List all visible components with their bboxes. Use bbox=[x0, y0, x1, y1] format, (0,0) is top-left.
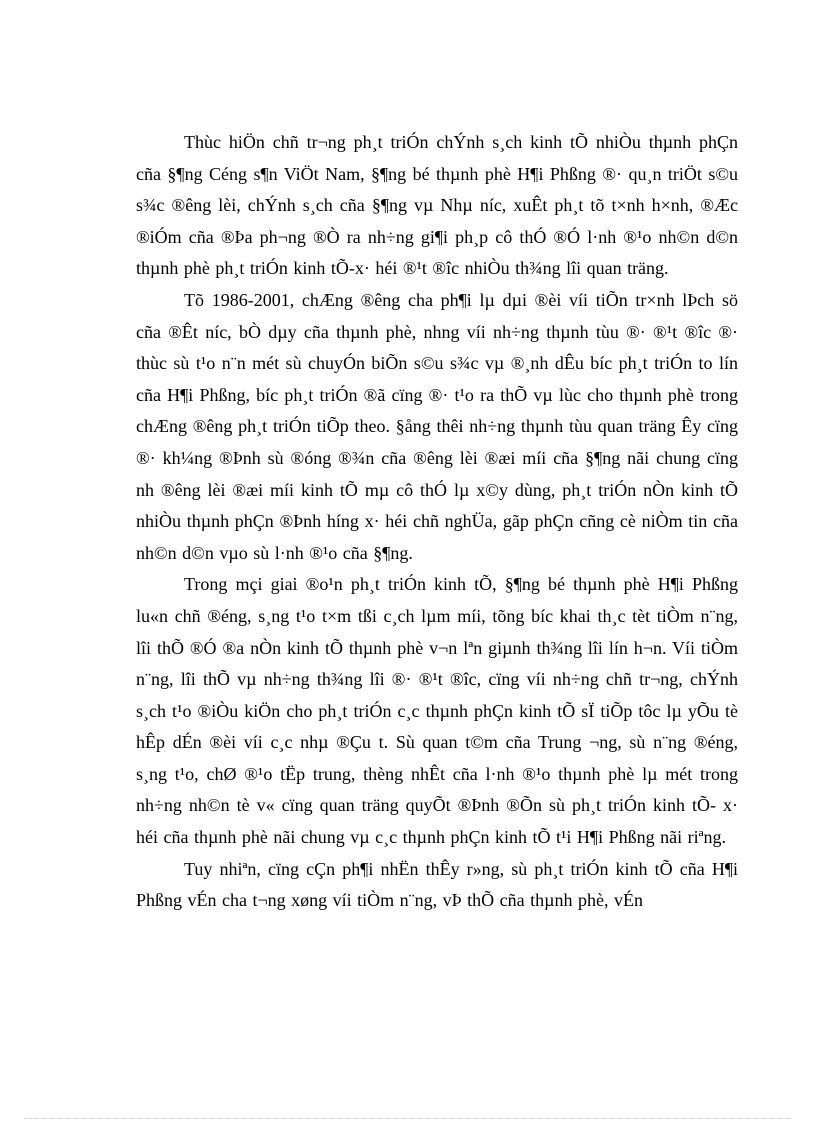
paragraph-1: Thùc hiÖn chñ tr¬ng ph¸t triÓn chÝnh s¸ch kinh tÕ nhiÒu thµnh phÇn cña §¶ng Céng s¶n ViÖt Nam, §¶ng bé thµnh phè H¶i Phßng ®· qu¸n triÖt s©u s¾c ®êng lèi, chÝnh s¸ch cña §¶ng vµ Nhµ níc, xuÊt ph¸t tõ t×nh h×nh, ®Æc ®iÓm cña ®Þa ph¬ng ®Ò ra nh÷ng gi¶i ph¸p cô thÓ ®Ó l·nh ®¹o nh©n d©n thµnh phè ph¸t triÓn kinh tÕ-x· héi ®¹t ®îc nhiÒu th¾ng lîi quan träng. bbox=[136, 132, 738, 279]
paragraph-3: Trong mçi giai ®o¹n ph¸t triÓn kinh tÕ, §¶ng bé thµnh phè H¶i Phßng lu«n chñ ®éng, s¸ng t¹o t×m tßi c¸ch lµm míi, tõng bíc khai th¸c tèt tiÒm n¨ng, lîi thÕ ®Ó ®a nÒn kinh tÕ thµnh phè v¬n lªn giµnh th¾ng lîi lín h¬n. Víi tiÒm n¨ng, lîi thÕ vµ nh÷ng th¾ng lîi ®· ®¹t ®îc, cïng víi nh÷ng chñ tr¬ng, chÝnh s¸ch t¹o ®iÒu kiÖn cho ph¸t triÓn c¸c thµnh phÇn kinh tÕ sÏ tiÕp tôc lµ yÕu tè hÊp dÉn ®èi víi c¸c nhµ ®Çu t. Sù quan t©m cña Trung ¬ng, sù n¨ng ®éng, s¸ng t¹o, chØ ®¹o tËp trung, thèng nhÊt cña l·nh ®¹o thµnh phè lµ mét trong nh÷ng nh©n tè v« cïng quan träng quyÕt ®Þnh ®Õn sù ph¸t triÓn kinh tÕ- x· héi cña thµnh phè nãi chung vµ c¸c thµnh phÇn kinh tÕ t¹i H¶i Phßng nãi riªng. bbox=[136, 574, 738, 848]
paragraph-4: Tuy nhiªn, cïng cÇn ph¶i nhËn thÊy r»ng, sù ph¸t triÓn kinh tÕ cña H¶i Phßng vÉn cha t¬ng xøng víi tiÒm n¨ng, vÞ thÕ cña thµnh phè, vÉn bbox=[136, 858, 738, 911]
document-body bbox=[136, 127, 738, 917]
page-bottom-divider bbox=[24, 1118, 792, 1119]
paragraph-2: Tõ 1986-2001, chÆng ®êng cha ph¶i lµ dµi ®èi víi tiÕn tr×nh lÞch sö cña ®Êt níc, bÒ dµy cña thµnh phè, nhng víi nh÷ng thµnh tùu ®· ®¹t ®îc ®· thùc sù t¹o n¨n mét sù chuyÓn biÕn s©u s¾c vµ ®¸nh dÊu bíc ph¸t triÓn to lín cña H¶i Phßng, bíc ph¸t triÓn ®ã cïng ®· t¹o ra thÕ vµ lùc cho thµnh phè trong chÆng ®êng ph¸t triÓn tiÕp theo. §ång thêi nh÷ng thµnh tùu quan träng Êy cïng ®· kh¼ng ®Þnh sù ®óng ®¾n cña ®êng lèi ®æi míi cña §¶ng nãi chung cïng nh ®êng lèi ®æi míi kinh tÕ mµ cô thÓ lµ x©y dùng, ph¸t triÓn nÒn kinh tÕ nhiÒu thµnh phÇn ®Þnh híng x· héi chñ nghÜa, gãp phÇn cñng cè niÒm tin cña nh©n d©n vµo sù l·nh ®¹o cña §¶ng. bbox=[136, 289, 738, 563]
